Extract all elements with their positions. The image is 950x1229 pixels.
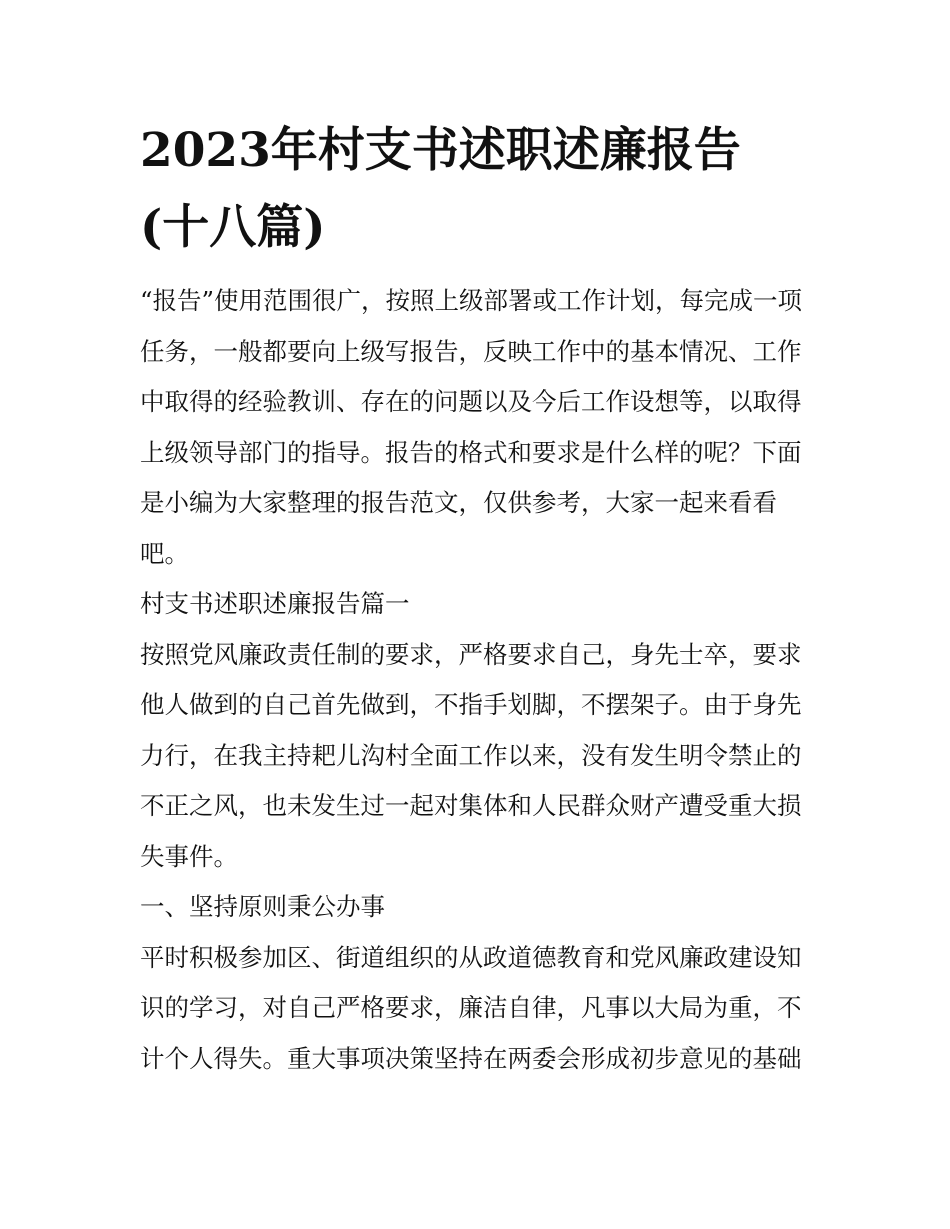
intro-line: 是小编为大家整理的报告范文，仅供参考，大家一起来看看 (140, 488, 777, 517)
subsection-heading: 一、坚持原则秉公办事 (140, 892, 385, 921)
document-body (140, 276, 820, 1084)
intro-line: “报告”使用范围很广，按照上级部署或工作计划，每完成一项 (140, 286, 803, 315)
paragraph-line: 识的学习，对自己严格要求，廉洁自律，凡事以大局为重，不 (140, 993, 802, 1022)
paragraph-line: 他人做到的自己首先做到，不指手划脚，不摆架子。由于身先 (140, 690, 802, 719)
paragraph-line: 按照党风廉政责任制的要求，严格要求自己，身先士卒，要求 (140, 639, 802, 669)
paragraph-line: 力行，在我主持耙儿沟村全面工作以来，没有发生明令禁止的 (140, 740, 802, 770)
title-line: 2023年村支书述职述廉报告 (140, 123, 741, 178)
intro-line: 任务，一般都要向上级写报告，反映工作中的基本情况、工作 (140, 336, 802, 366)
document-page (140, 0, 820, 1229)
intro-line: 上级领导部门的指导。报告的格式和要求是什么样的呢？下面 (140, 437, 802, 467)
title-line: (十八篇) (140, 200, 326, 255)
section-heading: 村支书述职述廉报告篇一 (140, 589, 410, 618)
intro-line: 吧。 (140, 538, 189, 568)
document-title (140, 112, 820, 266)
paragraph-line: 不正之风，也未发生过一起对集体和人民群众财产遭受重大损 (140, 791, 802, 820)
paragraph-line: 计个人得失。重大事项决策坚持在两委会形成初步意见的基础 (140, 1043, 802, 1073)
paragraph-line: 失事件。 (140, 841, 238, 871)
intro-line: 中取得的经验教训、存在的问题以及今后工作设想等，以取得 (140, 387, 802, 416)
paragraph-line: 平时积极参加区、街道组织的从政道德教育和党风廉政建设知 (140, 942, 802, 972)
